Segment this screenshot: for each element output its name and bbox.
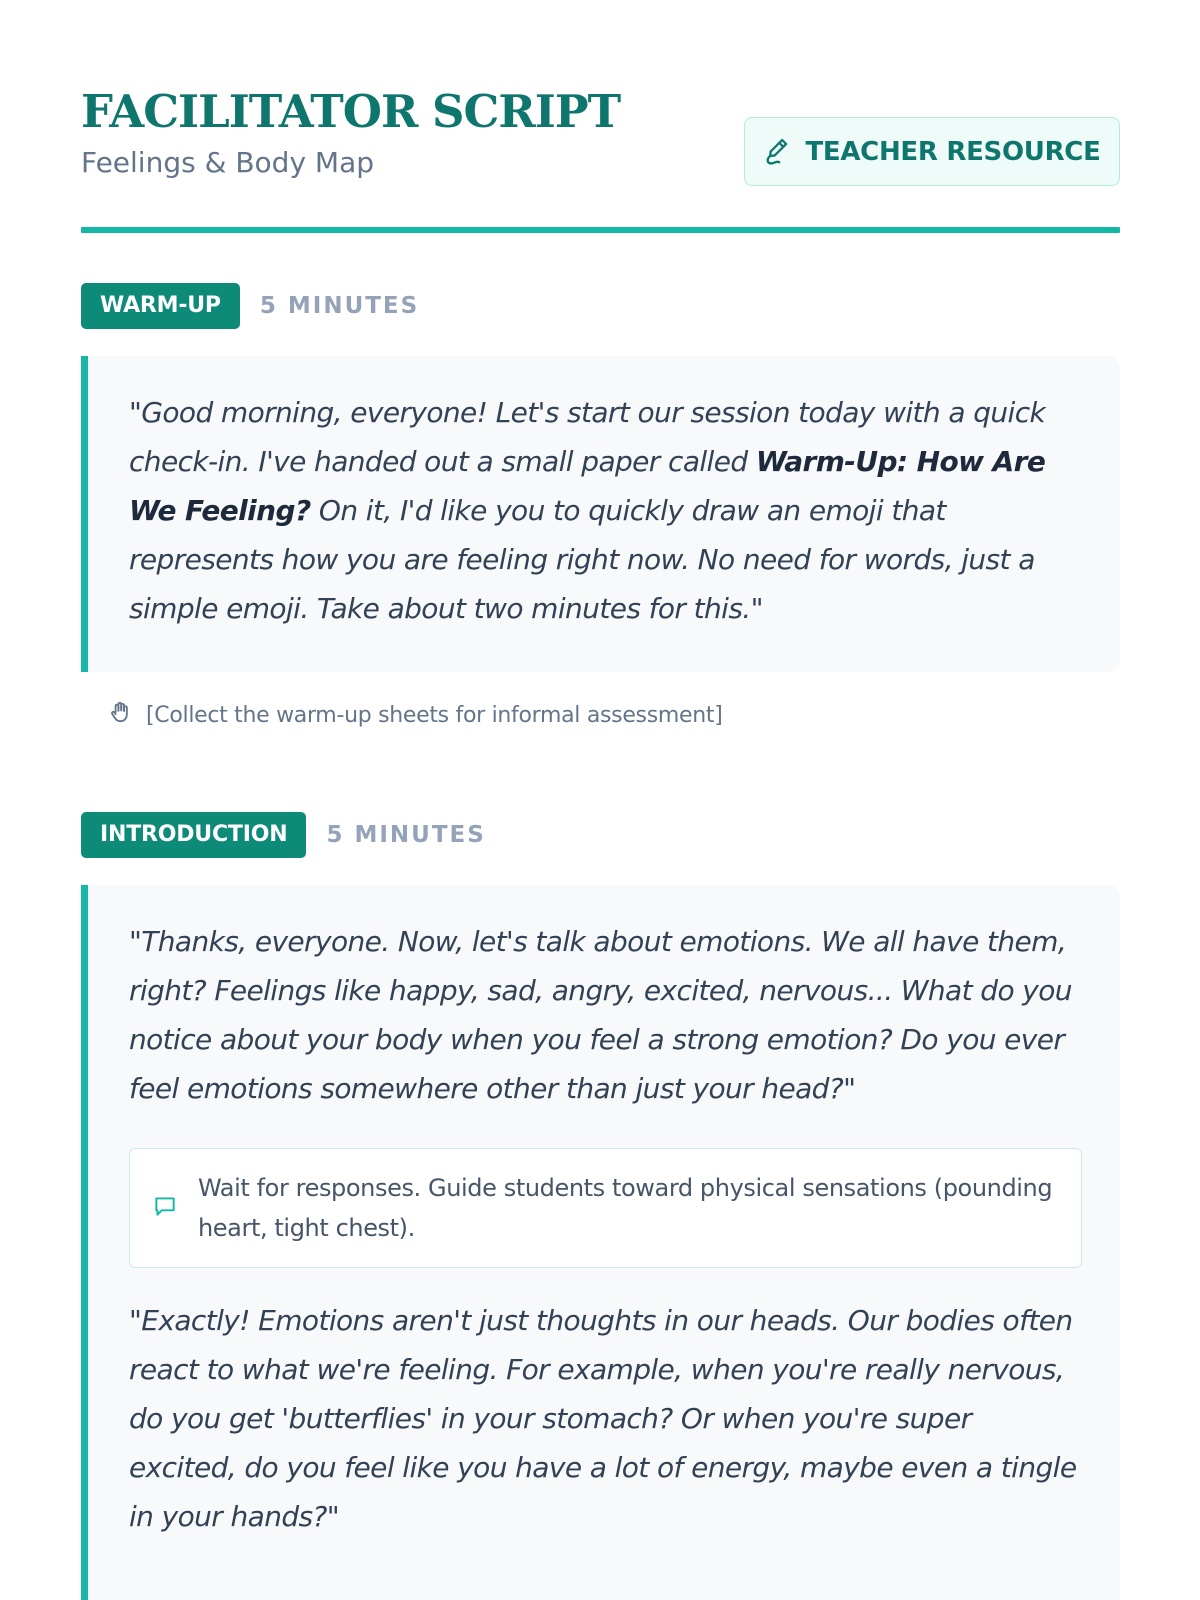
- section-warm-up: [81, 283, 1120, 730]
- section-heading: [81, 812, 1120, 858]
- script-box: [81, 885, 1120, 1600]
- script-quote: "Exactly! Emotions aren't just thoughts in our heads. Our bodies often react to what we're feeling. For example, when you're really nervous, do you get 'butterflies' in your stomach? Or when you're super excited, do you feel like you have a lot of energy, maybe even a tingle in your hands?": [129, 1304, 1077, 1533]
- page-subtitle: Feelings & Body Map: [81, 146, 375, 179]
- section-tag: INTRODUCTION: [81, 812, 306, 858]
- quote-text: "Good morning, everyone! Let's start our session today with a quick check-in. I've handed out a small paper called: [129, 396, 1046, 478]
- hand-icon: [108, 699, 134, 731]
- callout-text: Wait for responses. Guide students toward physical sensations (pounding heart, tight chest).: [198, 1174, 1053, 1242]
- page-title: FACILITATOR SCRIPT: [81, 85, 621, 138]
- section-duration: 5 MINUTES: [259, 293, 420, 319]
- page-header: [81, 0, 1120, 236]
- badge-label: TEACHER RESOURCE: [805, 136, 1101, 167]
- script-quote: [129, 388, 1079, 633]
- teacher-resource-badge: [744, 117, 1120, 186]
- script-box: [81, 356, 1120, 672]
- section-introduction: [81, 812, 1120, 1600]
- instruction-callout: [129, 1148, 1082, 1268]
- facilitator-script-page: [81, 0, 1120, 1533]
- section-tag: WARM-UP: [81, 283, 240, 329]
- quote-emphasis: Warm-Up: How Are We Feeling?: [129, 445, 1046, 527]
- facilitator-note: [108, 700, 1120, 730]
- note-text: [Collect the warm-up sheets for informal assessment]: [146, 702, 723, 728]
- section-duration: 5 MINUTES: [326, 822, 486, 848]
- pen-icon: [763, 136, 791, 168]
- quote-text: On it, I'd like you to quickly draw an emoji that represents how you are feeling right now. No need for words, just a simple emoji. Take about two minutes for this.": [129, 494, 1035, 625]
- header-divider: [81, 227, 1120, 233]
- script-quote: "Thanks, everyone. Now, let's talk about emotions. We all have them, right? Feelings like happy, sad, angry, excited, nervous... What do you notice about your body when you feel a strong emotion? Do you ever feel emotions somewhere other than just your head?": [129, 925, 1072, 1105]
- message-icon: [152, 1193, 178, 1223]
- section-heading: [81, 283, 1120, 329]
